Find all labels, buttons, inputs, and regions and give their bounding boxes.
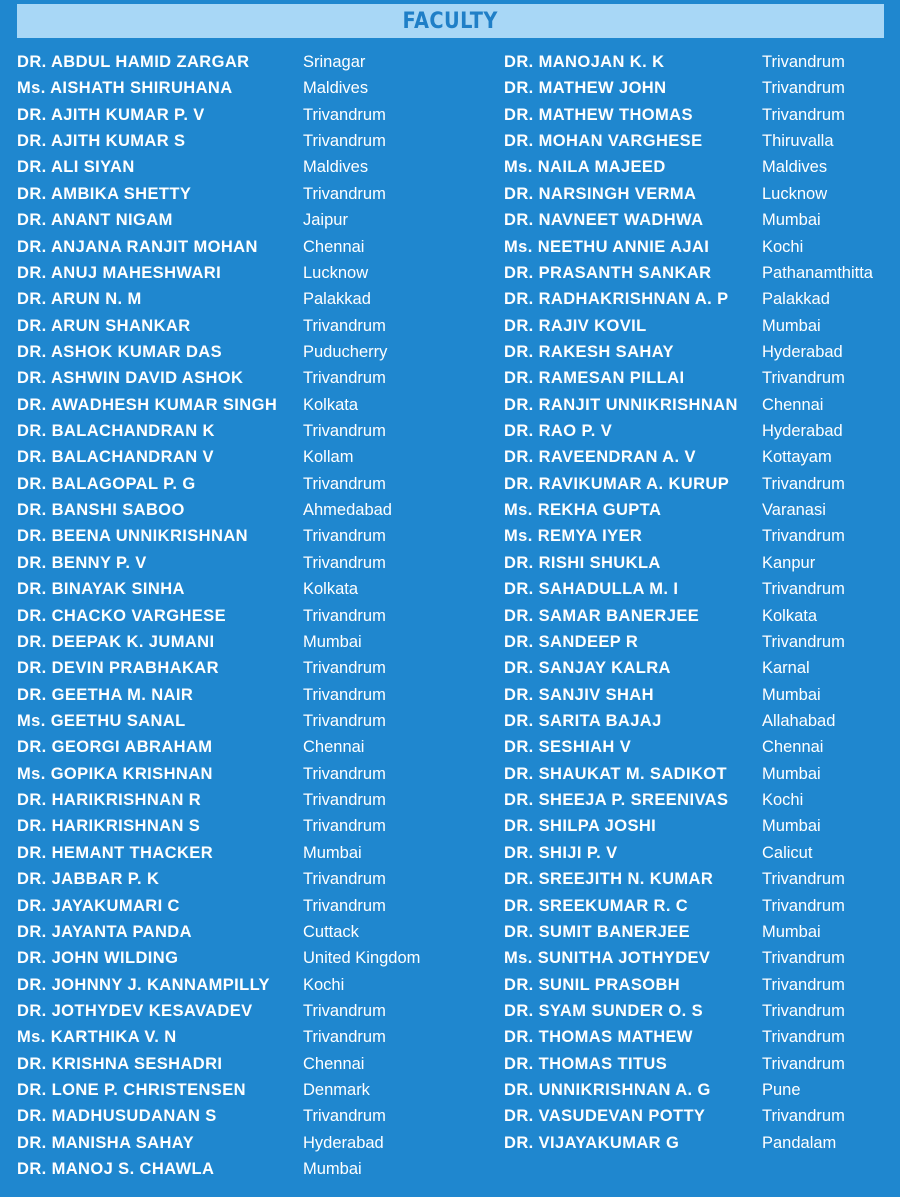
faculty-row	[17, 444, 354, 470]
faculty-city: Trivandrum	[762, 949, 845, 968]
faculty-name: DR. HARIKRISHNAN R	[17, 791, 202, 810]
faculty-name: DR. KRISHNA SESHADRI	[17, 1054, 223, 1073]
faculty-row	[504, 813, 821, 839]
faculty-city: Trivandrum	[303, 896, 386, 915]
faculty-name: DR. ASHWIN DAVID ASHOK	[17, 369, 244, 388]
faculty-city: Mumbai	[762, 922, 821, 941]
faculty-name: DR. VASUDEVAN POTTY	[504, 1107, 706, 1126]
faculty-city: Hyderabad	[762, 342, 843, 361]
faculty-row	[17, 840, 362, 866]
faculty-row	[504, 128, 834, 154]
faculty-city: Kottayam	[762, 448, 832, 467]
faculty-row	[17, 787, 386, 813]
faculty-name: DR. RAVEENDRAN A. V	[504, 448, 696, 467]
faculty-row	[504, 1103, 845, 1129]
faculty-name: DR. ANUJ MAHESHWARI	[17, 263, 222, 282]
faculty-row	[504, 1024, 845, 1050]
faculty-name: DR. BALAGOPAL P. G	[17, 474, 196, 493]
faculty-city: Puducherry	[303, 342, 388, 361]
faculty-name: DR. SESHIAH V	[504, 738, 632, 757]
faculty-name: DR. SHEEJA P. SREENIVAS	[504, 791, 729, 810]
faculty-row	[17, 365, 386, 391]
faculty-city: Trivandrum	[762, 527, 845, 546]
faculty-row	[504, 497, 826, 523]
faculty-row	[17, 497, 392, 523]
faculty-row	[17, 102, 386, 128]
faculty-city: Mumbai	[762, 685, 821, 704]
faculty-row	[17, 972, 345, 998]
faculty-name: DR. RAKESH SAHAY	[504, 342, 674, 361]
faculty-name: DR. VIJAYAKUMAR G	[504, 1133, 680, 1152]
faculty-city: Hyderabad	[303, 1133, 384, 1152]
faculty-name: DR. HARIKRISHNAN S	[17, 817, 201, 836]
faculty-row	[17, 655, 386, 681]
faculty-name: DR. MATHEW THOMAS	[504, 105, 693, 124]
faculty-row	[17, 1077, 370, 1103]
faculty-city: Trivandrum	[762, 632, 845, 651]
faculty-row	[504, 154, 828, 180]
faculty-name: DR. SAHADULLA M. I	[504, 580, 679, 599]
faculty-name: Ms. REKHA GUPTA	[504, 501, 662, 520]
faculty-row	[17, 154, 369, 180]
faculty-name: DR. MANOJAN K. K	[504, 53, 665, 71]
faculty-city: Trivandrum	[303, 764, 386, 783]
faculty-city: Trivandrum	[303, 870, 386, 889]
faculty-city: Kollam	[303, 448, 354, 467]
faculty-city: Chennai	[303, 738, 365, 757]
faculty-city: Trivandrum	[303, 105, 386, 124]
faculty-row	[504, 682, 821, 708]
faculty-name: DR. MADHUSUDANAN S	[17, 1107, 217, 1126]
faculty-row	[17, 418, 386, 444]
faculty-name: DR. THOMAS TITUS	[504, 1054, 668, 1073]
faculty-list-left	[17, 49, 421, 1182]
faculty-row	[17, 603, 386, 629]
faculty-name: DR. MOHAN VARGHESE	[504, 132, 703, 151]
faculty-name: DR. THOMAS MATHEW	[504, 1028, 693, 1047]
faculty-name: DR. PRASANTH SANKAR	[504, 263, 712, 282]
faculty-row	[504, 972, 845, 998]
faculty-row	[504, 207, 821, 233]
faculty-name: DR. ANANT NIGAM	[17, 211, 173, 230]
faculty-name: DR. BENNY P. V	[17, 553, 147, 572]
faculty-name: DR. SYAM SUNDER O. S	[504, 1001, 704, 1020]
faculty-name: DR. MANISHA SAHAY	[17, 1133, 195, 1152]
faculty-row	[17, 1130, 384, 1156]
faculty-city: Trivandrum	[303, 791, 386, 810]
faculty-name: DR. SUNIL PRASOBH	[504, 975, 681, 994]
faculty-name: DR. RAMESAN PILLAI	[504, 369, 685, 388]
faculty-city: Maldives	[303, 79, 369, 98]
faculty-name: DR. SUMIT BANERJEE	[504, 922, 690, 941]
faculty-city: Trivandrum	[303, 1107, 386, 1126]
faculty-row	[504, 365, 845, 391]
faculty-city: Trivandrum	[303, 606, 386, 625]
faculty-row	[504, 761, 821, 787]
faculty-name: DR. BALACHANDRAN V	[17, 448, 214, 467]
faculty-city: Mumbai	[303, 843, 362, 862]
faculty-name: DR. UNNIKRISHNAN A. G	[504, 1081, 711, 1100]
faculty-city: Denmark	[303, 1081, 370, 1100]
faculty-name: DR. GEORGI ABRAHAM	[17, 738, 213, 757]
faculty-city: Kochi	[303, 975, 345, 994]
faculty-city: Ahmedabad	[303, 501, 392, 520]
faculty-city: Mumbai	[762, 817, 821, 836]
faculty-name: DR. MATHEW JOHN	[504, 79, 667, 98]
faculty-city: Trivandrum	[303, 817, 386, 836]
faculty-city: Trivandrum	[762, 369, 845, 388]
faculty-row	[17, 893, 386, 919]
faculty-city: Pune	[762, 1081, 801, 1100]
faculty-city: Jaipur	[303, 211, 348, 230]
faculty-name: DR. RAJIV KOVIL	[504, 316, 647, 335]
faculty-name: DR. ABDUL HAMID ZARGAR	[17, 53, 250, 71]
faculty-city: Palakkad	[303, 290, 371, 309]
faculty-row	[17, 945, 421, 971]
faculty-row	[504, 260, 873, 286]
faculty-name: DR. HEMANT THACKER	[17, 843, 214, 862]
faculty-row	[17, 471, 386, 497]
faculty-city: Trivandrum	[762, 1028, 845, 1047]
faculty-row	[504, 919, 821, 945]
faculty-row	[504, 49, 845, 75]
faculty-city: Mumbai	[762, 211, 821, 230]
faculty-name: DR. LONE P. CHRISTENSEN	[17, 1081, 246, 1100]
faculty-row	[504, 392, 824, 418]
faculty-row	[17, 682, 386, 708]
faculty-name: DR. SANDEEP R	[504, 632, 639, 651]
faculty-name: DR. RAVIKUMAR A. KURUP	[504, 474, 730, 493]
faculty-name: DR. SHAUKAT M. SADIKOT	[504, 764, 727, 783]
faculty-city: Lucknow	[303, 263, 369, 282]
faculty-row	[17, 523, 386, 549]
faculty-name: DR. BALACHANDRAN K	[17, 422, 215, 441]
faculty-row	[504, 998, 845, 1024]
faculty-name: Ms. NEETHU ANNIE AJAI	[504, 237, 710, 256]
faculty-city: Mumbai	[762, 764, 821, 783]
faculty-row	[504, 866, 845, 892]
faculty-city: Trivandrum	[303, 659, 386, 678]
faculty-row	[504, 181, 828, 207]
faculty-row	[504, 75, 845, 101]
faculty-name: DR. RAO P. V	[504, 422, 613, 441]
faculty-row	[17, 1051, 365, 1077]
faculty-name: DR. JOHN WILDING	[17, 949, 179, 968]
faculty-row	[17, 734, 365, 760]
faculty-name: DR. ANJANA RANJIT MOHAN	[17, 237, 258, 256]
faculty-name: Ms. REMYA IYER	[504, 527, 643, 546]
faculty-city: Maldives	[762, 158, 828, 177]
faculty-name: DR. DEVIN PRABHAKAR	[17, 659, 219, 678]
faculty-city: Kolkata	[303, 395, 359, 414]
faculty-name: Ms. KARTHIKA V. N	[17, 1028, 177, 1047]
faculty-name: DR. CHACKO VARGHESE	[17, 606, 226, 625]
faculty-city: Trivandrum	[303, 685, 386, 704]
faculty-city: Palakkad	[762, 290, 830, 309]
faculty-header-bar	[17, 4, 884, 38]
faculty-name: DR. JAYANTA PANDA	[17, 922, 192, 941]
faculty-name: DR. GEETHA M. NAIR	[17, 685, 194, 704]
faculty-city: Trivandrum	[762, 896, 845, 915]
faculty-name: Ms. GEETHU SANAL	[17, 711, 186, 730]
faculty-name: DR. ARUN SHANKAR	[17, 316, 191, 335]
faculty-name: Ms. AISHATH SHIRUHANA	[17, 79, 233, 98]
faculty-city: Karnal	[762, 659, 810, 678]
faculty-row	[17, 576, 359, 602]
faculty-city: Kolkata	[303, 580, 359, 599]
faculty-city: Trivandrum	[303, 711, 386, 730]
faculty-row	[17, 75, 369, 101]
faculty-row	[17, 629, 362, 655]
faculty-row	[504, 576, 845, 602]
faculty-city: Trivandrum	[303, 1028, 386, 1047]
faculty-name: DR. SREEKUMAR R. C	[504, 896, 689, 915]
faculty-city: Kanpur	[762, 553, 816, 572]
faculty-city: Thiruvalla	[762, 132, 834, 151]
faculty-name: DR. ARUN N. M	[17, 290, 142, 309]
faculty-name: DR. BANSHI SABOO	[17, 501, 185, 520]
faculty-row	[17, 998, 386, 1024]
faculty-row	[504, 840, 813, 866]
faculty-name: DR. ASHOK KUMAR DAS	[17, 342, 222, 361]
faculty-city: Trivandrum	[303, 1001, 386, 1020]
faculty-city: Trivandrum	[762, 1001, 845, 1020]
faculty-row	[17, 234, 365, 260]
faculty-row	[17, 708, 386, 734]
faculty-city: Trivandrum	[762, 870, 845, 889]
faculty-city: Allahabad	[762, 711, 836, 730]
faculty-city: Mumbai	[303, 1160, 362, 1179]
faculty-name: DR. JAYAKUMARI C	[17, 896, 180, 915]
faculty-city: Chennai	[303, 1054, 365, 1073]
faculty-name: DR. RANJIT UNNIKRISHNAN	[504, 395, 738, 414]
faculty-city: Pandalam	[762, 1133, 837, 1152]
faculty-row	[504, 945, 845, 971]
faculty-row	[504, 629, 845, 655]
faculty-name: DR. JABBAR P. K	[17, 870, 160, 889]
faculty-row	[17, 866, 386, 892]
faculty-city: Trivandrum	[762, 1107, 845, 1126]
faculty-name: DR. NARSINGH VERMA	[504, 184, 697, 203]
faculty-name: DR. MANOJ S. CHAWLA	[17, 1160, 215, 1179]
faculty-name: DR. SREEJITH N. KUMAR	[504, 870, 714, 889]
faculty-city: Pathanamthitta	[762, 263, 873, 282]
faculty-row	[504, 444, 832, 470]
faculty-city: Trivandrum	[303, 553, 386, 572]
faculty-name: DR. DEEPAK K. JUMANI	[17, 632, 215, 651]
faculty-city: Trivandrum	[303, 527, 386, 546]
faculty-city: Srinagar	[303, 53, 366, 71]
faculty-name: DR. JOTHYDEV KESAVADEV	[17, 1001, 253, 1020]
faculty-row	[17, 260, 369, 286]
faculty-city: Trivandrum	[303, 132, 386, 151]
faculty-row	[17, 919, 359, 945]
faculty-name: DR. AMBIKA SHETTY	[17, 184, 192, 203]
faculty-name: DR. BEENA UNNIKRISHNAN	[17, 527, 248, 546]
faculty-row	[17, 49, 366, 75]
faculty-name: DR. ALI SIYAN	[17, 158, 135, 177]
faculty-city: Trivandrum	[303, 369, 386, 388]
faculty-row	[504, 655, 810, 681]
faculty-name: DR. BINAYAK SINHA	[17, 580, 185, 599]
faculty-row	[17, 550, 386, 576]
faculty-city: United Kingdom	[303, 949, 421, 968]
faculty-row	[504, 286, 830, 312]
faculty-city: Trivandrum	[762, 975, 845, 994]
faculty-city: Trivandrum	[762, 53, 845, 71]
faculty-city: Calicut	[762, 843, 813, 862]
faculty-name: Ms. GOPIKA KRISHNAN	[17, 764, 213, 783]
faculty-name: DR. AWADHESH KUMAR SINGH	[17, 395, 278, 414]
faculty-city: Trivandrum	[762, 580, 845, 599]
faculty-row	[504, 102, 845, 128]
faculty-row	[504, 523, 845, 549]
faculty-row	[17, 1103, 386, 1129]
faculty-row	[17, 339, 388, 365]
faculty-city: Trivandrum	[303, 184, 386, 203]
faculty-row	[504, 471, 845, 497]
faculty-row	[17, 313, 386, 339]
faculty-city: Kolkata	[762, 606, 818, 625]
faculty-city: Varanasi	[762, 501, 826, 520]
faculty-name: DR. NAVNEET WADHWA	[504, 211, 704, 230]
faculty-row	[504, 1077, 801, 1103]
faculty-list-right	[504, 49, 873, 1156]
faculty-city: Chennai	[762, 738, 824, 757]
faculty-city: Kochi	[762, 237, 804, 256]
faculty-name: Ms. SUNITHA JOTHYDEV	[504, 949, 711, 968]
faculty-name: Ms. NAILA MAJEED	[504, 158, 666, 177]
faculty-city: Trivandrum	[303, 316, 386, 335]
faculty-row	[17, 1024, 386, 1050]
page-title: FACULTY	[402, 8, 499, 34]
faculty-row	[17, 286, 371, 312]
faculty-row	[504, 734, 824, 760]
faculty-row	[17, 207, 348, 233]
faculty-name: DR. SHILPA JOSHI	[504, 817, 657, 836]
faculty-row	[504, 418, 843, 444]
faculty-row	[504, 1051, 845, 1077]
faculty-row	[504, 787, 804, 813]
faculty-city: Trivandrum	[303, 474, 386, 493]
faculty-name: DR. AJITH KUMAR P. V	[17, 105, 205, 124]
faculty-row	[17, 181, 386, 207]
faculty-row	[17, 392, 359, 418]
faculty-city: Maldives	[303, 158, 369, 177]
faculty-row	[17, 813, 386, 839]
faculty-city: Trivandrum	[762, 1054, 845, 1073]
faculty-city: Cuttack	[303, 922, 359, 941]
faculty-row	[504, 708, 836, 734]
faculty-city: Chennai	[762, 395, 824, 414]
faculty-city: Mumbai	[303, 632, 362, 651]
faculty-city: Chennai	[303, 237, 365, 256]
faculty-row	[504, 1130, 837, 1156]
faculty-row	[17, 1156, 362, 1182]
faculty-city: Trivandrum	[303, 422, 386, 441]
faculty-city: Trivandrum	[762, 79, 845, 98]
faculty-row	[504, 339, 843, 365]
faculty-row	[504, 234, 804, 260]
faculty-city: Hyderabad	[762, 422, 843, 441]
faculty-row	[504, 603, 818, 629]
faculty-name: DR. SANJAY KALRA	[504, 659, 671, 678]
faculty-name: DR. JOHNNY J. KANNAMPILLY	[17, 975, 270, 994]
faculty-name: DR. SAMAR BANERJEE	[504, 606, 700, 625]
faculty-city: Mumbai	[762, 316, 821, 335]
faculty-name: DR. AJITH KUMAR S	[17, 132, 186, 151]
faculty-name: DR. SARITA BAJAJ	[504, 711, 662, 730]
faculty-city: Kochi	[762, 791, 804, 810]
faculty-row	[504, 550, 816, 576]
faculty-name: DR. SANJIV SHAH	[504, 685, 654, 704]
faculty-row	[504, 893, 845, 919]
faculty-name: DR. RISHI SHUKLA	[504, 553, 661, 572]
faculty-row	[17, 128, 386, 154]
faculty-city: Lucknow	[762, 184, 828, 203]
faculty-row	[504, 313, 821, 339]
faculty-name: DR. RADHAKRISHNAN A. P	[504, 290, 729, 309]
faculty-row	[17, 761, 386, 787]
faculty-name: DR. SHIJI P. V	[504, 843, 618, 862]
faculty-city: Trivandrum	[762, 474, 845, 493]
faculty-city: Trivandrum	[762, 105, 845, 124]
